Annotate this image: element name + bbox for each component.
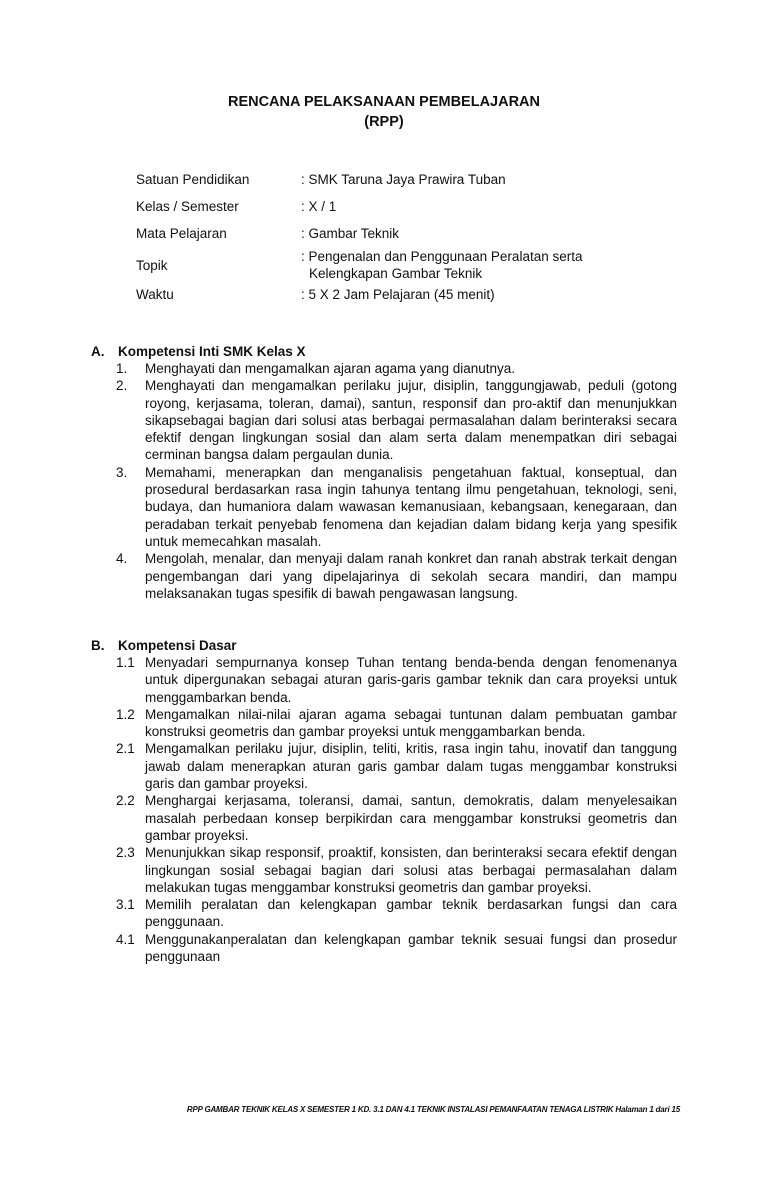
list-text: Menyadari sempurnanya konsep Tuhan tentang benda-benda dengan fenomenanya untuk dipergunakan sebagai aturan garis-garis gambar teknik dan cara proyeksi untuk menggambarkan benda. bbox=[145, 655, 677, 705]
list-number: 1. bbox=[116, 361, 128, 376]
list-text: Menghayati dan mengamalkan ajaran agama yang dianutnya. bbox=[145, 361, 515, 376]
list-number: 3. bbox=[116, 464, 128, 480]
section-list bbox=[91, 360, 681, 602]
info-value-line2: Kelengkapan Gambar Teknik bbox=[309, 266, 483, 281]
section-list bbox=[91, 654, 681, 965]
section-letter: A. bbox=[91, 344, 105, 359]
list-item bbox=[91, 550, 681, 602]
info-value bbox=[301, 248, 691, 282]
list-number: 1.2 bbox=[116, 706, 135, 722]
document-title: RENCANA PELAKSANAAN PEMBELAJARAN bbox=[227, 94, 541, 110]
section-heading-text: Kompetensi Dasar bbox=[118, 638, 237, 653]
page-footer: RPP GAMBAR TEKNIK KELAS X SEMESTER 1 KD. 3.1 DAN 4.1 TEKNIK INSTALASI PEMANFAATAN TENAGA LISTRIK Halaman 1 dari 15 bbox=[186, 1105, 680, 1114]
list-item bbox=[91, 740, 681, 792]
list-number: 3.1 bbox=[116, 897, 135, 913]
list-number: 4.1 bbox=[116, 931, 135, 947]
list-text: Memilih peralatan dan kelengkapan gambar teknik berdasarkan fungsi dan cara penggunaan. bbox=[145, 897, 677, 930]
list-item bbox=[91, 844, 681, 896]
list-text: Mengolah, menalar, dan menyaji dalam ranah konkret dan ranah abstrak terkait dengan pengembangan dari yang dipelajarinya di sekolah secara mandiri, dan mampu melaksanakan tugas spesifik di bawah pengawasan langsung. bbox=[145, 551, 677, 601]
section-heading-text: Kompetensi Inti SMK Kelas X bbox=[118, 344, 306, 359]
list-number: 2. bbox=[116, 378, 128, 394]
list-text: Menunjukkan sikap responsif, proaktif, konsisten, dan berinteraksi secara efektif dengan lingkungan sosial sebagai bagian dari solusi atas berbagai permasalahan dalam melakukan tugas menggambar konstruksi geometris dan gambar proyeksi. bbox=[145, 845, 677, 895]
list-item bbox=[91, 931, 681, 966]
list-number: 2.3 bbox=[116, 845, 135, 861]
section-heading bbox=[91, 343, 681, 360]
list-item bbox=[91, 377, 681, 463]
list-item bbox=[91, 792, 681, 844]
list-number: 2.1 bbox=[116, 741, 135, 757]
info-label: Kelas / Semester bbox=[136, 199, 239, 214]
section-heading bbox=[91, 637, 681, 654]
list-item bbox=[91, 706, 681, 741]
section-kompetensi-inti bbox=[91, 343, 681, 602]
list-item bbox=[91, 896, 681, 931]
list-item bbox=[91, 464, 681, 550]
info-label: Topik bbox=[136, 258, 168, 273]
section-kompetensi-dasar bbox=[91, 637, 681, 965]
list-item bbox=[91, 360, 681, 377]
list-number: 1.1 bbox=[116, 655, 135, 670]
list-text: Menghayati dan mengamalkan perilaku jujur, disiplin, tanggungjawab, peduli (gotong royong, kerjasama, toleran, damai), santun, responsif dan pro-aktif dan menunjukkan sikapsebagai bagian dari solusi atas berbagai permasalahan dalam berinteraksi secara efektif dengan lingkungan sosial dan alam serta dalam menempatkan diri sebagai cerminan bangsa dalam pergaulan dunia. bbox=[145, 378, 677, 463]
info-value: : Gambar Teknik bbox=[301, 226, 400, 241]
list-number: 4. bbox=[116, 551, 128, 567]
info-label: Satuan Pendidikan bbox=[136, 172, 250, 187]
info-value: : 5 X 2 Jam Pelajaran (45 menit) bbox=[301, 287, 495, 302]
list-text: Mengamalkan perilaku jujur, disiplin, teliti, kritis, rasa ingin tahu, inovatif dan tanggung jawab dalam menerapkan aturan garis gambar dalam tugas menggambar konstruksi garis dan gambar proyeksi. bbox=[145, 741, 677, 792]
info-value: : X / 1 bbox=[301, 199, 337, 214]
document-subtitle: (RPP) bbox=[364, 114, 404, 130]
info-label: Waktu bbox=[136, 287, 174, 302]
section-letter: B. bbox=[91, 638, 105, 653]
info-value: : SMK Taruna Jaya Prawira Tuban bbox=[301, 172, 506, 187]
list-text: Menggunakanperalatan dan kelengkapan gambar teknik sesuai fungsi dan prosedur penggunaan bbox=[145, 931, 677, 965]
list-number: 2.2 bbox=[116, 793, 135, 809]
info-label: Mata Pelajaran bbox=[136, 226, 227, 241]
list-text: Menghargai kerjasama, toleransi, damai, santun, demokratis, dalam menyelesaikan masalah perbedaan konsep berpikirdan cara menggambar konstruksi geometris dan gambar proyeksi. bbox=[145, 793, 677, 843]
list-text: Memahami, menerapkan dan menganalisis pengetahuan faktual, konseptual, dan prosedural berdasarkan rasa ingin tahunya tentang ilmu pengetahuan, teknologi, seni, budaya, dan humaniora dalam wawasan kemanusiaan, kebangsaan, kenegaraan, dan peradaban terkait penyebab fenomena dan kejadian dalam bidang kerja yang spesifik untuk memecahkan masalah. bbox=[145, 464, 677, 549]
list-item bbox=[91, 654, 681, 706]
list-text: Mengamalkan nilai-nilai ajaran agama sebagai tuntunan dalam pembuatan gambar konstruksi geometris dan gambar proyeksi untuk menggambarkan benda. bbox=[145, 706, 677, 740]
info-value-line1: : Pengenalan dan Penggunaan Peralatan serta bbox=[301, 249, 583, 264]
